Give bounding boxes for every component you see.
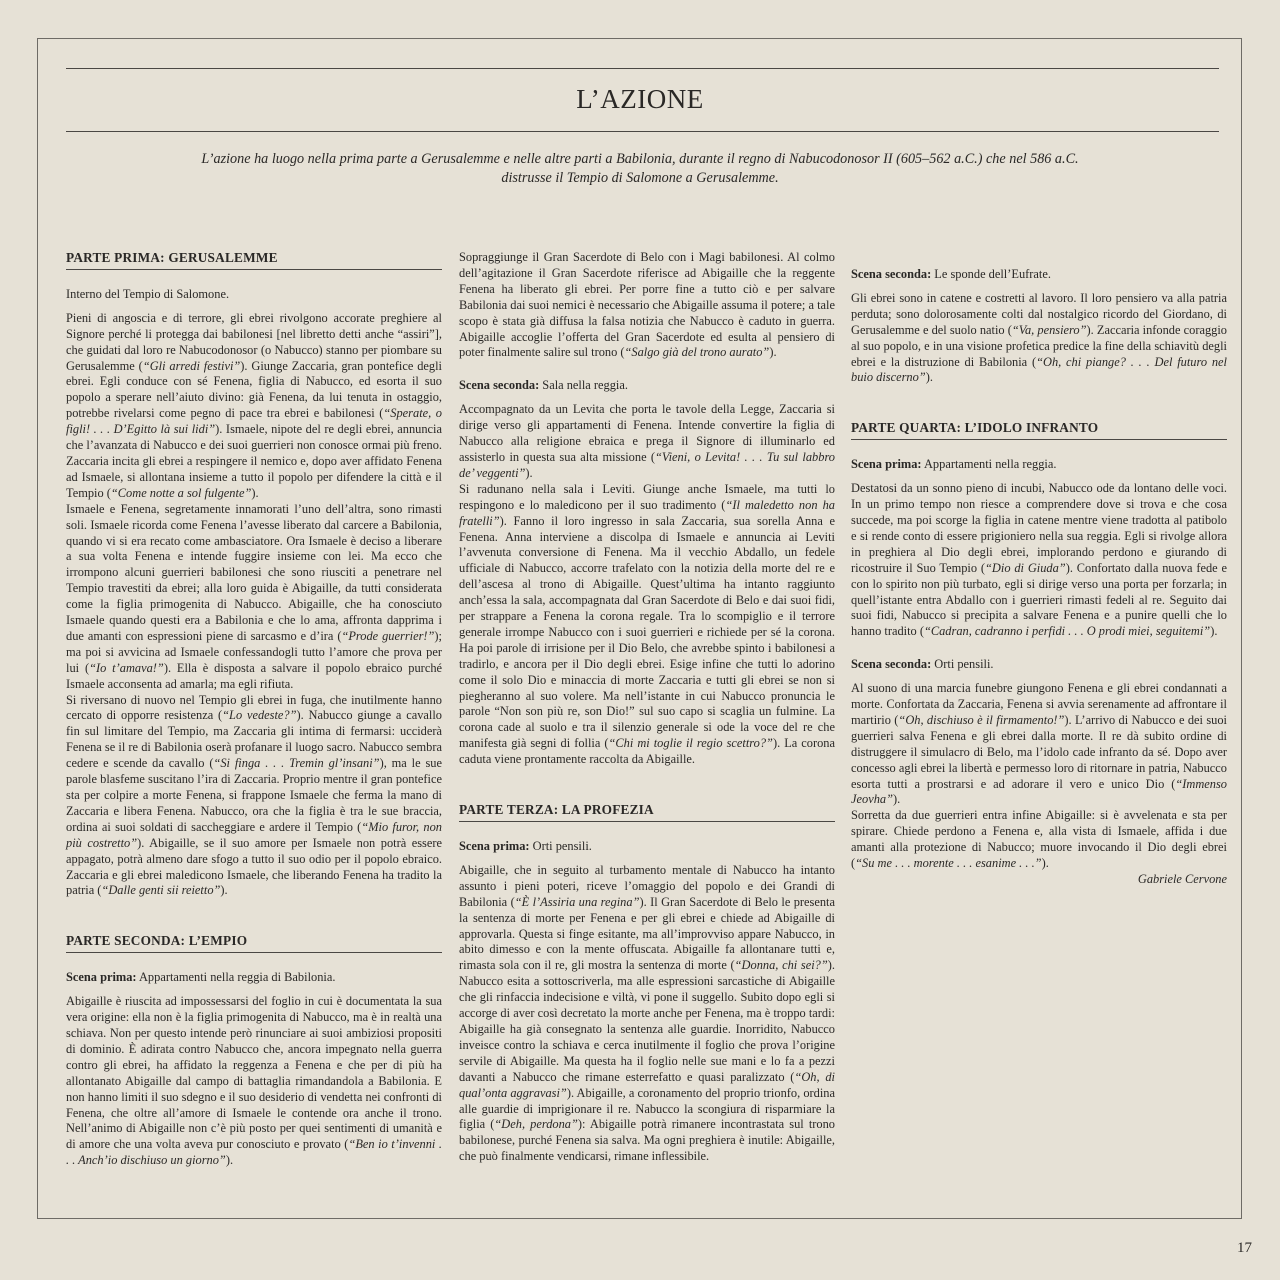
part3-scene2-title: Scena seconda: Le sponde dell’Eufrate. [851,267,1051,281]
part4-paragraph-2: Al suono di una marcia funebre giungono Fenena e gli ebrei condannati a morte. Confortata da Zaccaria, Fenena si avvia serenamente ad affrontare il martirio (“Oh, dischiuso è il firmamento!”). L’arrivo di Nabucco e dei suoi guerrieri salva Fenena e gli ebrei dalla morte. Il re dà subito ordine di distruggere il simulacro di Belo, ma l’idolo cade infranto da sé. Dopo aver concesso agli ebrei la libertà e permesso loro di ritornare in patria, Nabucco esorta tutti a prostrarsi e ad adorare il vero e unico Dio (“Immenso Jeovha”). [851,681,1227,807]
part2-heading: PARTE SECONDA: L’EMPIO [66,933,442,953]
part3-heading: PARTE TERZA: LA PROFEZIA [459,802,835,822]
part2-paragraph-2: Sopraggiunge il Gran Sacerdote di Belo con i Magi babilonesi. Al colmo dell’agitazione il Gran Sacerdote riferisce ad Abigaille che la reggente Fenena ha liberato gli ebrei. Per porre fine a tutto ciò e per salvare Babilonia dai suoi nemici è necessario che Abigaille assuma il potere; a tale scopo è stata già diffusa la falsa notizia che Nabucco è caduto in guerra. Abigaille accoglie l’offerta del Gran Sacerdote ed esulta al pensiero di poter finalmente salire sul trono (“Salgo già del trono aurato”). [459,250,835,360]
column-1 [66,250,442,1169]
part4-heading: PARTE QUARTA: L’IDOLO INFRANTO [851,420,1227,440]
part1-paragraph-1: Pieni di angoscia e di terrore, gli ebrei rivolgono accorate preghiere al Signore perché li protegga dai babilonesi [nel libretto detti anche “assiri”], che guidati dal loro re Nabucodonosor (o Nabucco) stanno per piombare su Gerusalemme (“Gli arredi festivi”). Giunge Zaccaria, gran pontefice degli ebrei. Egli conduce con sé Fenena, figlia di Nabucco, ed esorta il suo popolo a sperare nell’aiuto divino: già Fenena, da lui tenuta in ostaggio, potrebbe rivelarsi come pegno di pace tra ebrei e babilonesi (“Sperate, o figli! . . . D’Egitto là sui lidi”). Ismaele, nipote del re degli ebrei, annuncia che l’avanzata di Nabucco e dei suoi guerrieri non conosce ormai più freno. Zaccaria incita gli ebrei a respingere il nemico e, dopo aver affidato Fenena ad Ismaele, si allontana insieme a tutto il popolo per difendere la città e il Tempio (“Come notte a sol fulgente”). [66,310,442,500]
intro-paragraph: L’azione ha luogo nella prima parte a Gerusalemme e nelle altre parti a Babilonia, durante il regno di Nabucodonosor II (605–562 a.C.) che nel 586 a.C. distrusse il Tempio di Salomone a Gerusalemme. [201,151,1079,186]
part1-paragraph-2: Ismaele e Fenena, segretamente innamorati l’uno dell’altra, sono rimasti soli. Ismaele ricorda come Fenena l’avesse liberato dal carcere a Babilonia, quando vi si era recato come ambasciatore. Ora Ismaele è deciso a liberare a sua volta Fenena e intende fuggire insieme con lei. Ma ecco che irrompono alcuni guerrieri babilonesi che sono riusciti a penetrare nel Tempio travestiti da ebrei; alla loro guida è Abigaille, da tutti considerata come la figlia primogenita di Nabucco. Abigaille, che ha conosciuto Ismaele quando questi era a Babilonia e che lo ama, affronta dapprima i due amanti con espressioni piene di sarcasmo e d’ira (“Prode guerrier!”); ma poi si avvicina ad Ismaele confessandogli tutto l’amore che prova per lui (“Io t’amava!”). Ella è disposta a salvare il popolo ebraico purché Ismaele acconsenta ad amarla; ma egli rifiuta. [66,501,443,691]
part1-paragraph-3: Si riversano di nuovo nel Tempio gli ebrei in fuga, che inutilmente hanno cercato di opporre resistenza (“Lo vedeste?”). Nabucco giunge a cavallo fin sul limitare del Tempio, ma Zaccaria gli intima di fermarsi: ucciderà Fenena se il re di Babilonia oserà profanare il luogo sacro. Nabucco sembra cedere e scende da cavallo (“Si finga . . . Tremin gl’insani”), ma le sue parole blasfeme suscitano l’ira di Zaccaria. Proprio mentre il gran pontefice sta per colpire a morte Fenena, si frappone Ismaele che ferma la mano di Zaccaria e libera Fenena. Nabucco, ora che la figlia è tra le sue braccia, ordina ai suoi soldati di saccheggiare e ardere il Tempio (“Mio furor, non più costretto”). Abigaille, se il suo amore per Ismaele non potrà essere appagato, potrà almeno dare sfogo a tutto il suo odio per il popolo ebraico. Zaccaria e gli ebrei maledicono Ismaele, che liberando Fenena ha tradito la patria (“Dalle genti sii reietto”). [66,692,442,898]
part2-paragraph-4: Si radunano nella sala i Leviti. Giunge anche Ismaele, ma tutti lo respingono e lo maledicono per il suo tradimento (“Il maledetto non ha fratelli”). Fanno il loro ingresso in sala Zaccaria, sua sorella Anna e Fenena. Anna interviene a discolpa di Ismaele e annuncia ai Leviti l’avvenuta conversione di Fenena. Ma il vecchio Abdallo, un fedele ufficiale di Nabucco, accorre trafelato con la notizia della morte del re e dell’ascesa al trono di Abigaille. Quest’ultima ha intanto raggiunto anch’essa la sala, accompagnata dal Gran Sacerdote di Belo e dai suoi fidi, per strappare a Fenena la corona regale. Tra lo scompiglio e il terrore generale irrompe Nabucco con i suoi guerrieri e richiede per sé la corona. Ha poi parole di irrisione per il Dio Belo, che avrebbe spinto i babilonesi a tradirlo, e ancora per il Dio degli ebrei. Esige infine che tutti lo adorino come il solo Dio e minaccia di morte Zaccaria e tutti gli ebrei se non si piegheranno al suo volere. Ma nell’istante in cui Nabucco pronuncia le parole “Non son più re, son Dio!” sul suo capo si scaglia un fulmine. La corona cade al suolo e tra il silenzio generale si ode la voce del re che manifesta già segni di follia (“Chi mi toglie il regio scettro?”). La corona caduta viene prontamente raccolta da Abigaille. [459,481,836,767]
page-title: L’AZIONE [576,84,704,114]
title-rule-top [66,68,1219,69]
part1-heading: PARTE PRIMA: GERUSALEMME [66,250,442,270]
part4-scene1-title: Scena prima: Appartamenti nella reggia. [851,457,1057,472]
part1-setting: Interno del Tempio di Salomone. [66,286,230,301]
part4-paragraph-3: Sorretta da due guerrieri entra infine Abigaille: si è avvelenata e sta per spirare. Chiede perdono a Fenena e, alla vista di Ismaele, affida i due amanti alla protezione di Nabucco; muore invocando il Dio degli ebrei (“Su me . . . morente . . . esanime . . .”). [851,808,1227,871]
column-2 [459,250,835,1165]
part4-paragraph-1: Destatosi da un sonno pieno di incubi, Nabucco ode da lontano delle voci. In un primo tempo non riesce a comprendere dove si trova e che cosa succede, ma poi scorge la figlia in catene mentre viene tradotta al patibolo e si rende conto di essere prigioniero nella sua reggia. Egli si rivolge allora in preghiera al Dio degli ebrei, implorando perdono e giurando di ricostruire il Suo Tempio (“Dio di Giuda”). Confortato dalla nuova fede e con lo spirito non più turbato, egli si dirige verso una porta per forzarla; in quell’istante entra Abdallo con i guerrieri rimasti fedeli al re. Seguito dai suoi fidi, Nabucco si precipita a salvare Fenena e a punire quelli che lo hanno tradito (“Cadran, cadranno i perfidi . . . O prodi miei, seguitemi”). [851,481,1227,639]
author-signature: Gabriele Cervone [1137,872,1227,886]
part3-paragraph-2: Gli ebrei sono in catene e costretti al lavoro. Il loro pensiero va alla patria perduta; sono dolorosamente colti dal nostalgico ricordo del Giordano, di Gerusalemme e del suolo natio (“Va, pensiero”). Zaccaria infonde coraggio al suo popolo, e in una visione profetica predice la fine della schiavitù degli ebrei e la distruzione di Babilonia (“Oh, chi piange? . . . Del futuro nel buio discerno”). [851,290,1227,385]
part3-paragraph-1: Abigaille, che in seguito al turbamento mentale di Nabucco ha intanto assunto i pieni poteri, riceve l’omaggio del popolo e dei Grandi di Babilonia (“È l’Assiria una regina”). Il Gran Sacerdote di Belo le presenta la sentenza di morte per Fenena e per gli ebrei e chiede ad Abigaille di approvarla. Questa si finge esitante, ma all’improvviso appare Nabucco, in abito dimesso e con la mente offuscata. Abigaille fa allontanare tutti e, rimasta sola con il re, gli mostra la sentenza di morte (“Donna, chi sei?”). Nabucco esita a sottoscriverla, ma alle espressioni sarcastiche di Abigaille che gli rinfaccia indecisione e viltà, vi pone il suggello. Subito dopo egli si accorge di aver così decretato la morte anche per Fenena, ma è troppo tardi: Abigaille ha già consegnato la sentenza alle guardie. Inorridito, Nabucco inveisce contro la schiava e cerca inutilmente il foglio che prova l’origine servile di Abigaille. Ma questa ha il foglio nelle sue mani e lo fa a pezzi davanti a Nabucco che rimane esterrefatto e quasi paralizzato (“Oh, di qual’onta aggravasi”). Abigaille, a coronamento del proprio trionfo, ordina alle guardie di imprigionare il re. Nabucco la scongiura di risparmiare la figlia (“Deh, perdona”): Abigaille potrà rimanere incontrastata sul trono babilonese, purché Fenena sia salva. Ma ogni preghiera è inutile: Abigaille, che può finalmente vendicarsi, rimane inflessibile. [459,862,836,1164]
part3-scene1-title: Scena prima: Orti pensili. [459,839,592,853]
page-number: 17 [1237,1240,1252,1256]
part2-paragraph-1: Abigaille è riuscita ad impossessarsi del foglio in cui è documentata la sua vera origine: ella non è la figlia primogenita di Nabucco, ma è in realtà una schiava. Non per questo intende però rinunciare ai suoi ambiziosi propositi di dominio. È adirata contro Nabucco che, ancora impegnato nella guerra contro gli ebrei, ha affidato la reggenza a Fenena e che per di più ha allontanato Abigaille dal campo di battaglia rimandandola a Babilonia. E non hanno limiti il suo sdegno e il suo desiderio di vendetta nei confronti di Fenena, che oltre all’amore di Ismaele le contende ora anche il trono. Nell’animo di Abigaille non c’è più posto per quei sentimenti di umanità e di amore che una volta aveva pur conosciuto e provato (“Ben io t’invenni . . . Anch’io dischiuso un giorno”). [66,994,442,1168]
part4-scene2-title: Scena seconda: Orti pensili. [851,657,994,672]
part2-scene2-title: Scena seconda: Sala nella reggia. [459,378,628,393]
column-2-content [459,250,835,1165]
title-rule-bottom [66,131,1219,132]
part2-paragraph-3: Accompagnato da un Levita che porta le tavole della Legge, Zaccaria si dirige verso gli appartamenti di Fenena. Intende convertire la figlia di Nabucco alla religione ebraica e prega il Signore di illuminarlo ed assisterlo in questa sua alta missione (“Vieni, o Levita! . . . Tu sul labbro de’ veggenti”). [459,402,835,480]
part2-scene1-title: Scena prima: Appartamenti nella reggia di Babilonia. [66,970,336,985]
column-3 [851,250,1227,888]
